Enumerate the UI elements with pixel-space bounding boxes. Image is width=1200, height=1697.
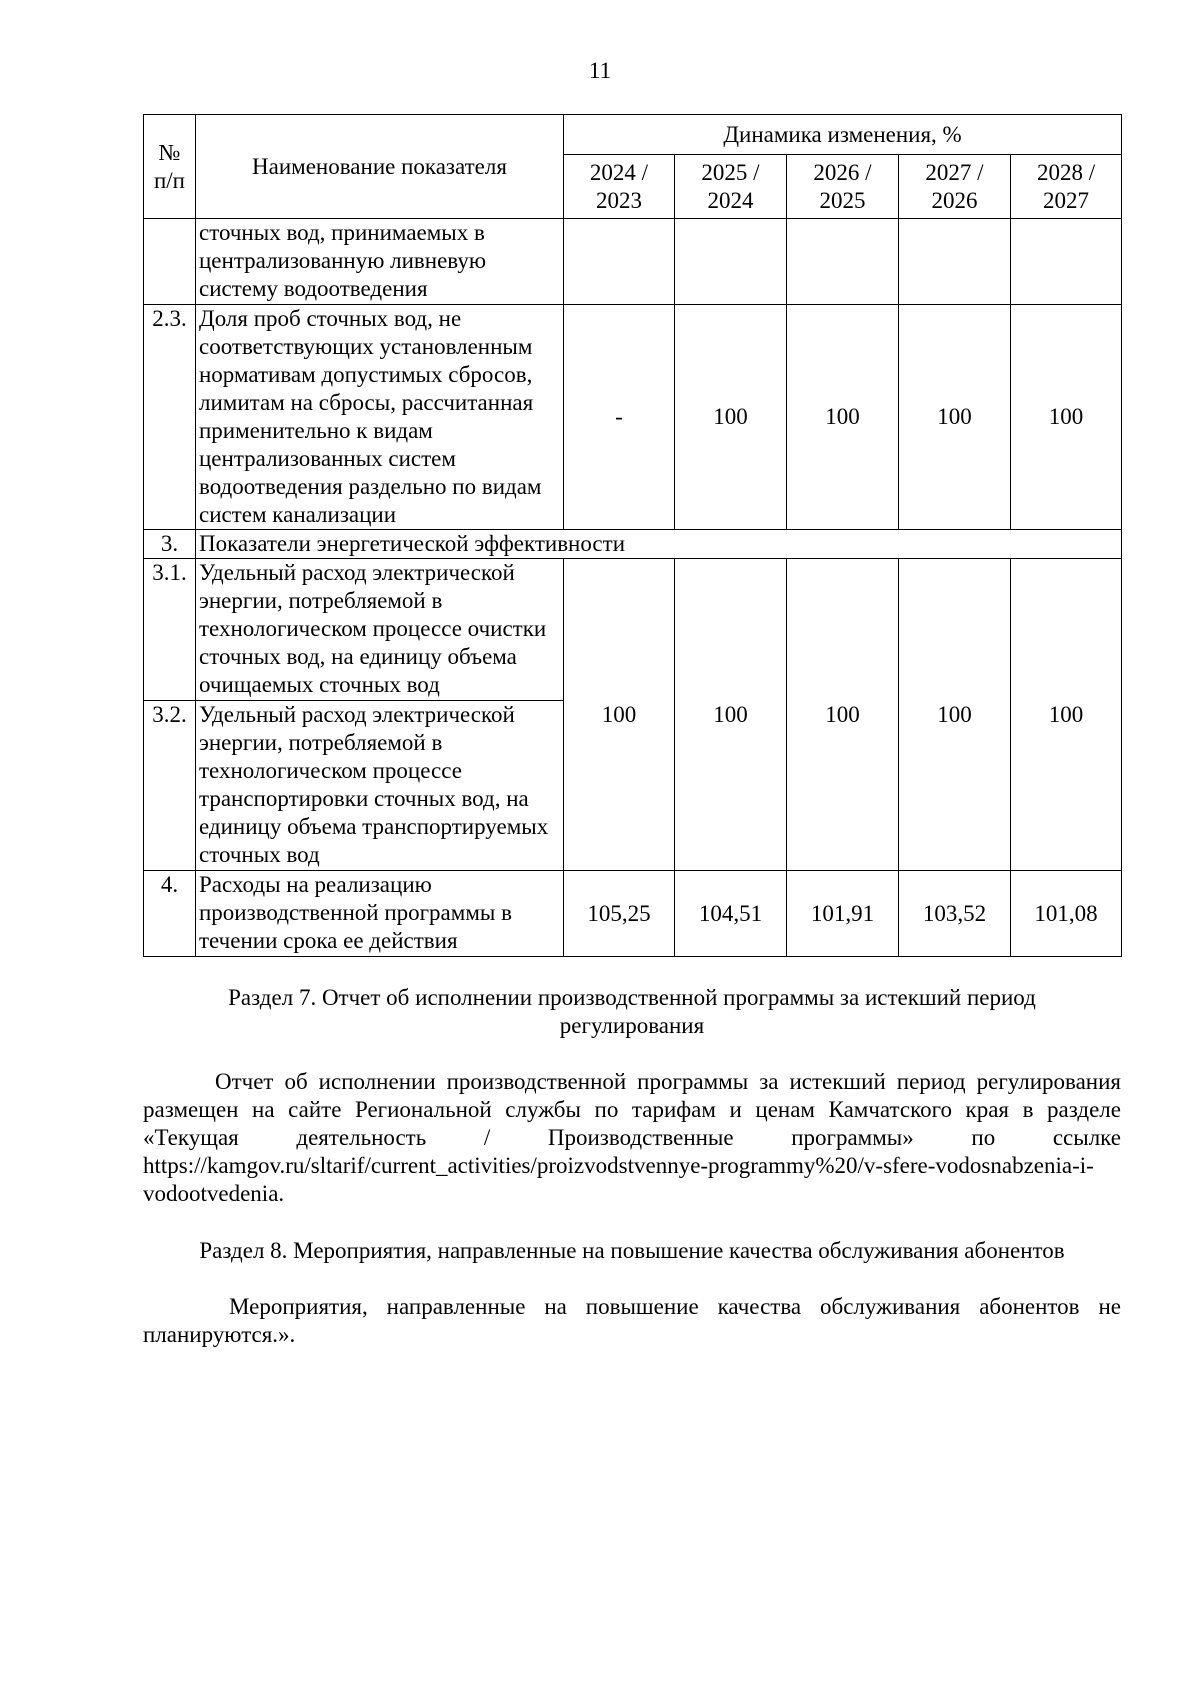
row-name: Расходы на реализацию производственной программы в течении срока ее действия (196, 871, 564, 957)
header-period: 2027 / 2026 (899, 155, 1011, 219)
row-value: 100 (675, 559, 787, 871)
indicators-table (143, 114, 1122, 957)
header-num: № п/п (144, 115, 196, 219)
row-value (675, 219, 787, 305)
row-value: 100 (899, 559, 1011, 871)
header-dynamics: Динамика изменения, % (564, 115, 1122, 155)
row-name: Доля проб сточных вод, не соответствующих установленным нормативам допустимых сбросов, лимитам на сбросы, рассчитанная применительно к видам централизованных систем водоотведения раздельно по видам систем канализации (196, 305, 564, 530)
header-period: 2024 / 2023 (564, 155, 675, 219)
row-value (564, 219, 675, 305)
row-value (899, 219, 1011, 305)
row-num: 2.3. (144, 305, 196, 530)
header-name: Наименование показателя (196, 115, 564, 219)
row-num: 4. (144, 871, 196, 957)
section-7-title: Раздел 7. Отчет об исполнении производственной программы за истекший период регулирования (228, 985, 1036, 1038)
row-value: 100 (899, 305, 1011, 530)
row-value (1011, 219, 1122, 305)
row-value: 100 (787, 305, 899, 530)
row-name: сточных вод, принимаемых в централизованную ливневую систему водоотведения (196, 219, 564, 305)
row-value (787, 219, 899, 305)
row-value: 105,25 (564, 871, 675, 957)
row-value: - (564, 305, 675, 530)
row-value: 101,91 (787, 871, 899, 957)
row-value: 103,52 (899, 871, 1011, 957)
row-num (144, 219, 196, 305)
row-value: 100 (564, 559, 675, 871)
row-section-title: Показатели энергетической эффективности (196, 530, 1122, 559)
table-row (144, 871, 1122, 957)
row-value: 100 (1011, 305, 1122, 530)
section-8-title: Раздел 8. Мероприятия, направленные на повышение качества обслуживания абонентов (199, 1238, 1065, 1263)
section-8-paragraph: Мероприятия, направленные на повышение качества обслуживания абонентов не планируются.». (143, 1294, 1121, 1347)
row-value: 101,08 (1011, 871, 1122, 957)
row-num: 3.2. (144, 701, 196, 871)
row-name: Удельный расход электрической энергии, потребляемой в технологическом процессе транспортировки сточных вод, на единицу объема транспортируемых сточных вод (196, 701, 564, 871)
table-row (144, 530, 1122, 559)
header-period: 2026 / 2025 (787, 155, 899, 219)
row-value: 100 (1011, 559, 1122, 871)
header-period: 2028 / 2027 (1011, 155, 1122, 219)
table-row (144, 305, 1122, 530)
row-num: 3. (144, 530, 196, 559)
row-num: 3.1. (144, 559, 196, 701)
section-7-paragraph: Отчет об исполнении производственной программы за истекший период регулирования размещен на сайте Региональной службы по тарифам и ценам Камчатского края в разделе «Текущая деятельность / Производственные программы» по ссылке https://kamgov.ru/sltarif/current_activities/proizvodstvennye-programmy%20/v-sfere-vodosnabzenia-i-vodootvedenia. (143, 1069, 1121, 1206)
row-value: 100 (675, 305, 787, 530)
table-row (144, 219, 1122, 305)
row-value: 100 (787, 559, 899, 871)
row-name: Удельный расход электрической энергии, потребляемой в технологическом процессе очистки сточных вод, на единицу объема очищаемых сточных вод (196, 559, 564, 701)
table-row (144, 559, 1122, 701)
page-number: 11 (588, 58, 612, 83)
header-period: 2025 / 2024 (675, 155, 787, 219)
row-value: 104,51 (675, 871, 787, 957)
